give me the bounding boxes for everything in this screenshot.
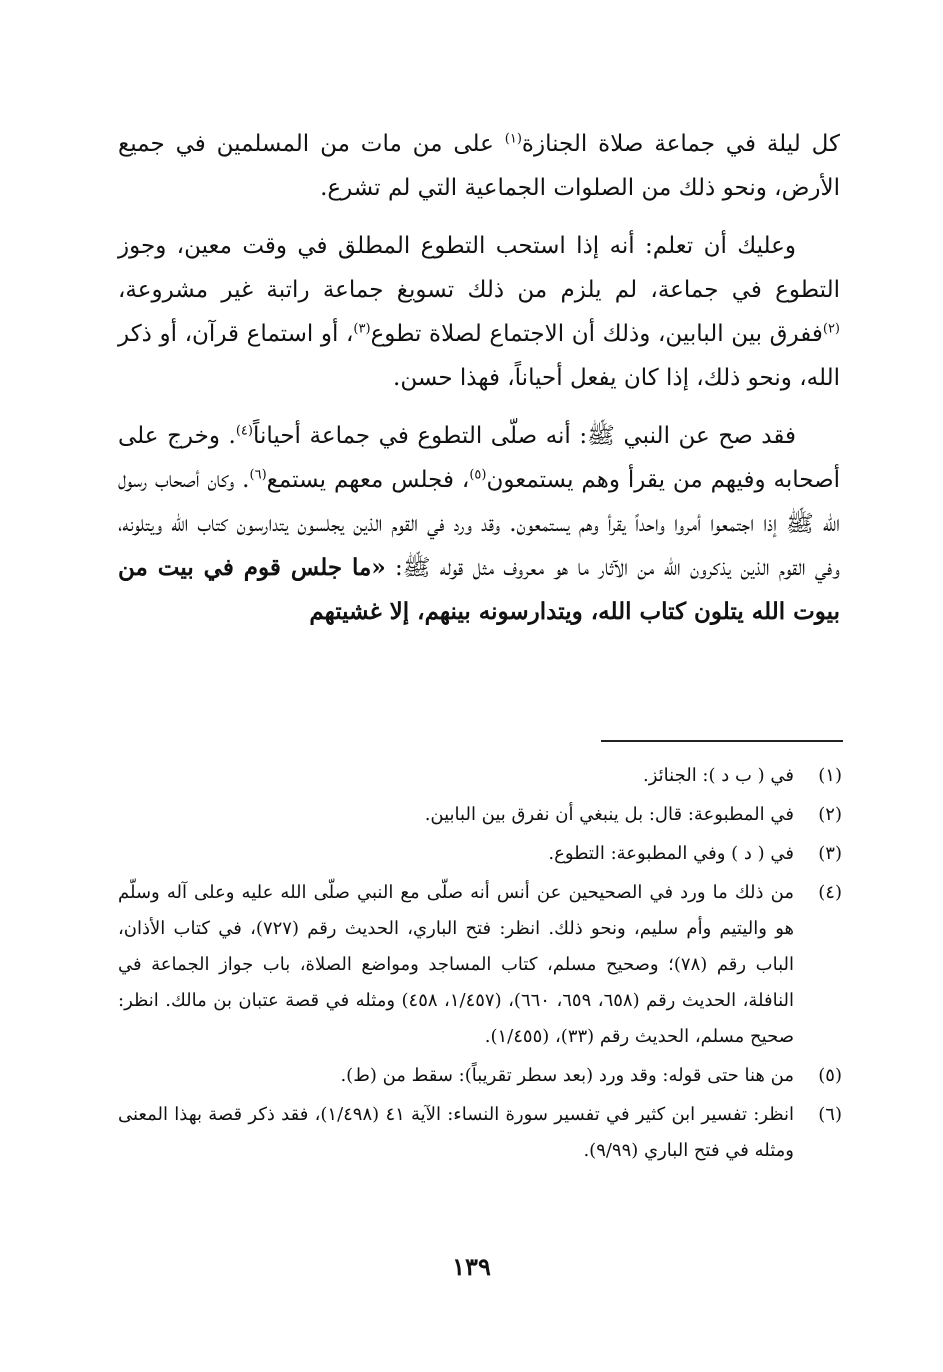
text-run: كل ليلة في جماعة صلاة الجنازة bbox=[521, 131, 840, 157]
text-run: ، أو استماع قرآن، أو ذكر الله، ونحو ذلك، إذا كان يفعل أحياناً، فهذا حسن. bbox=[118, 321, 840, 391]
footnote-text: انظر: تفسير ابن كثير في تفسير سورة النساء: الآية ٤١ (١/٤٩٨)، فقد ذكر قصة بهذا المعنى ومثله في فتح الباري (٩/٩٩). bbox=[118, 1104, 794, 1161]
paragraph-3 bbox=[118, 414, 840, 634]
text-run: فقد صح عن النبي ﷺ: أنه صلّى التطوع في جماعة أحياناً bbox=[252, 423, 796, 449]
text-run: على من مات من المسلمين في جميع الأرض، ونحو ذلك من الصلوات الجماعية التي لم تشرع. bbox=[118, 131, 840, 201]
footnote-ref[interactable]: (١) bbox=[504, 131, 522, 147]
footnote-item bbox=[118, 875, 842, 1055]
page-number: ١٣٩ bbox=[452, 1252, 491, 1281]
footnote-ref[interactable]: (٦) bbox=[249, 467, 267, 483]
footnote-text: في ( ب د ): الجنائز. bbox=[643, 765, 794, 786]
text-run: ، فجلس معهم يستمع bbox=[266, 467, 470, 493]
footnote-number: (٦) bbox=[818, 1104, 842, 1125]
paragraph-2 bbox=[118, 224, 840, 400]
footnote-text: من ذلك ما ورد في الصحيحين عن أنس أنه صلّى مع النبي صلّى الله عليه وعلى آله وسلّم هو واليتيم وأم سليم، ونحو ذلك. انظر: فتح الباري، الحديث رقم (٧٢٧)، في كتاب الأذان، الباب رقم (٧٨)؛ وصحيح مسلم، كتاب المساجد ومواضع الصلاة، باب جواز الجماعة في النافلة، الحديث رقم (٦٥٨، ٦٥٩، ٦٦٠)، (١/٤٥٧، ٤٥٨) ومثله في قصة عتبان بن مالك. انظر: صحيح مسلم، الحديث رقم (٣٣)، (١/٤٥٥). bbox=[118, 882, 795, 1047]
footnote-text: من هنا حتى قوله: وقد ورد (بعد سطر تقريباً): سقط من (ط). bbox=[340, 1065, 794, 1086]
footnote-number: (٣) bbox=[818, 843, 842, 864]
footnote-item bbox=[118, 1058, 842, 1094]
paragraph-1 bbox=[118, 122, 840, 210]
footnote-ref[interactable]: (٣) bbox=[353, 321, 371, 337]
footnote-item bbox=[118, 1097, 842, 1169]
footnote-divider bbox=[601, 740, 843, 742]
footnote-number: (٥) bbox=[818, 1065, 842, 1086]
footnote-ref[interactable]: (٢) bbox=[822, 321, 840, 337]
footnote-item bbox=[118, 836, 842, 872]
footnote-text: في ( د ) وفي المطبوعة: التطوع. bbox=[548, 843, 794, 864]
footnote-number: (٢) bbox=[818, 804, 842, 825]
footnote-item bbox=[118, 797, 842, 833]
main-text bbox=[118, 122, 840, 648]
text-run: وعليك أن تعلم: أنه إذا استحب التطوع المطلق في وقت معين، وجوز التطوع في جماعة، لم يلزم من ذلك تسويغ جماعة راتبة غير مشروعة، bbox=[118, 233, 840, 303]
footnote-number: (٤) bbox=[818, 882, 842, 903]
hadith-quote: «ما جلس قوم في بيت من بيوت الله يتلون كتاب الله، ويتدارسونه بينهم، إلا غشيتهم bbox=[118, 554, 840, 625]
footnotes bbox=[118, 758, 842, 1172]
footnote-ref[interactable]: (٥) bbox=[469, 467, 487, 483]
footnote-ref[interactable]: (٤) bbox=[235, 423, 253, 439]
footnote-item bbox=[118, 758, 842, 794]
text-run: . وكان أصحاب رسول الله ﷺ إذا اجتمعوا أمروا واحداً يقرأ وهم يستمعون. وقد ورد في القوم الذين يجلسون يتدارسون كتاب الله ويتلونه، وفي القوم الذين يذكرون الله من الآثار ما هو معروف مثل قوله ﷺ: bbox=[118, 467, 840, 581]
text-run: . وخرج على أصحابه وفيهم من يقرأ وهم يستمعون bbox=[118, 423, 840, 493]
footnote-number: (١) bbox=[818, 765, 842, 786]
text-run: ففرق بين البابين، وذلك أن الاجتماع لصلاة تطوع bbox=[370, 321, 823, 347]
footnote-text: في المطبوعة: قال: بل ينبغي أن نفرق بين البابين. bbox=[424, 804, 794, 825]
